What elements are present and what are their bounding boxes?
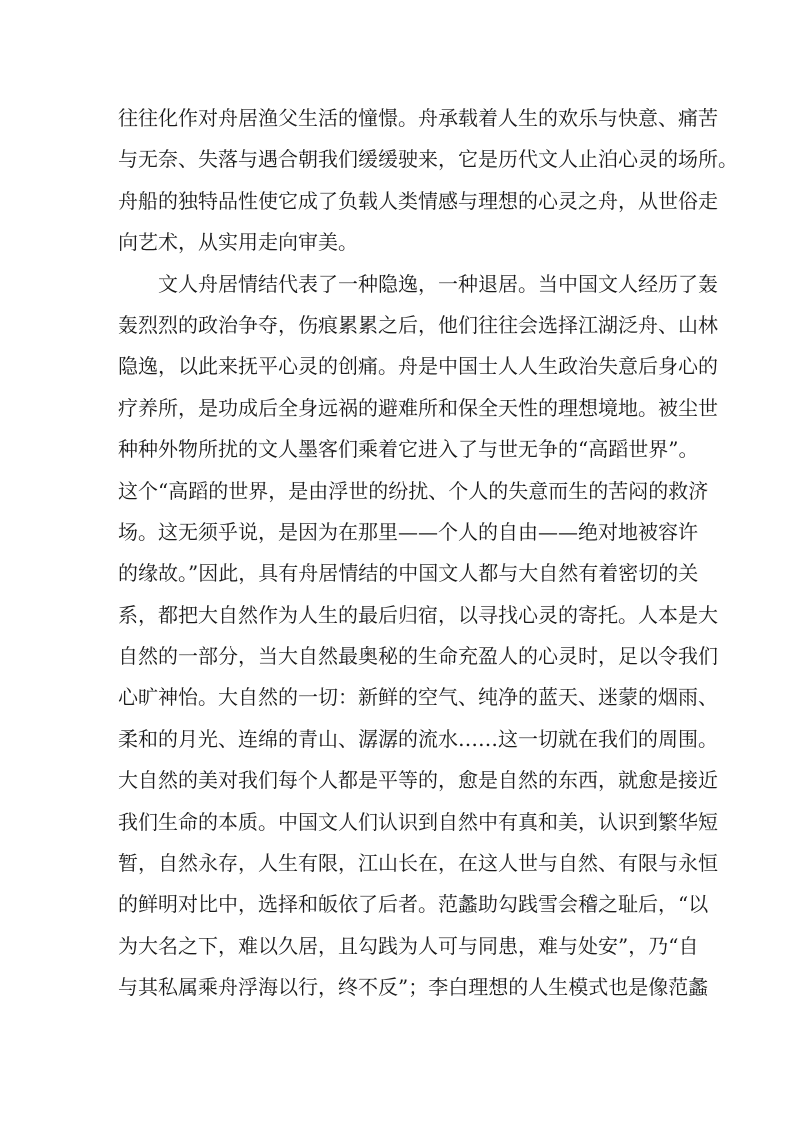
text-line-12: 的缘故。”因此，具有舟居情结的中国文人都与大自然有着密切的关	[118, 561, 699, 586]
text-line-16: 柔和的月光、连绵的青山、潺潺的流水……这一切就在我们的周围。	[118, 726, 718, 751]
text-line-20: 的鲜明对比中，选择和皈依了后者。范蠡助勾践雪会稽之耻后，“以	[118, 892, 709, 917]
text-line-6: 轰烈烈的政治争夺，伤痕累累之后，他们往往会选择江湖泛舟、山林	[118, 312, 718, 337]
text-line-10: 这个“高蹈的世界，是由浮世的纷扰、个人的失意而生的苦闷的救济	[118, 478, 709, 503]
text-line-4: 向艺术，从实用走向审美。	[118, 230, 358, 255]
text-line-3: 舟船的独特品性使它成了负载人类情感与理想的心灵之舟，从世俗走	[118, 188, 718, 213]
text-line-21: 为大名之下，难以久居，且勾践为人可与同患，难与处安”，乃“自	[118, 933, 699, 958]
text-line-2: 与无奈、失落与遇合朝我们缓缓驶来，它是历代文人止泊心灵的场所。	[118, 147, 738, 172]
text-line-8: 疗养所，是功成后全身远祸的避难所和保全天性的理想境地。被尘世	[118, 395, 718, 420]
text-line-22: 与其私属乘舟浮海以行，终不反”；李白理想的人生模式也是像范蠡	[118, 975, 709, 1000]
text-line-7: 隐逸，以此来抚平心灵的创痛。舟是中国士人人生政治失意后身心的	[118, 354, 718, 379]
text-line-14: 自然的一部分，当大自然最奥秘的生命充盈人的心灵时，足以令我们	[118, 644, 718, 669]
body-text	[118, 98, 738, 1009]
text-line-18: 我们生命的本质。中国文人们认识到自然中有真和美，认识到繁华短	[118, 809, 718, 834]
text-line-15: 心旷神怡。大自然的一切：新鲜的空气、纯净的蓝天、迷蒙的烟雨、	[118, 685, 718, 710]
text-line-19: 暂，自然永存，人生有限，江山长在，在这人世与自然、有限与永恒	[118, 851, 718, 876]
text-line-17: 大自然的美对我们每个人都是平等的，愈是自然的东西，就愈是接近	[118, 768, 718, 793]
text-line-1: 往往化作对舟居渔父生活的憧憬。舟承载着人生的欢乐与快意、痛苦	[118, 106, 718, 130]
text-line-13: 系，都把大自然作为人生的最后归宿，以寻找心灵的寄托。人本是大	[118, 602, 718, 627]
text-line-9: 种种外物所扰的文人墨客们乘着它进入了与世无争的“高蹈世界”。	[118, 437, 699, 462]
text-line-5: 文人舟居情结代表了一种隐逸，一种退居。当中国文人经历了轰	[158, 271, 718, 296]
text-line-11: 场。这无须乎说，是因为在那里——个人的自由——绝对地被容许	[118, 519, 698, 544]
